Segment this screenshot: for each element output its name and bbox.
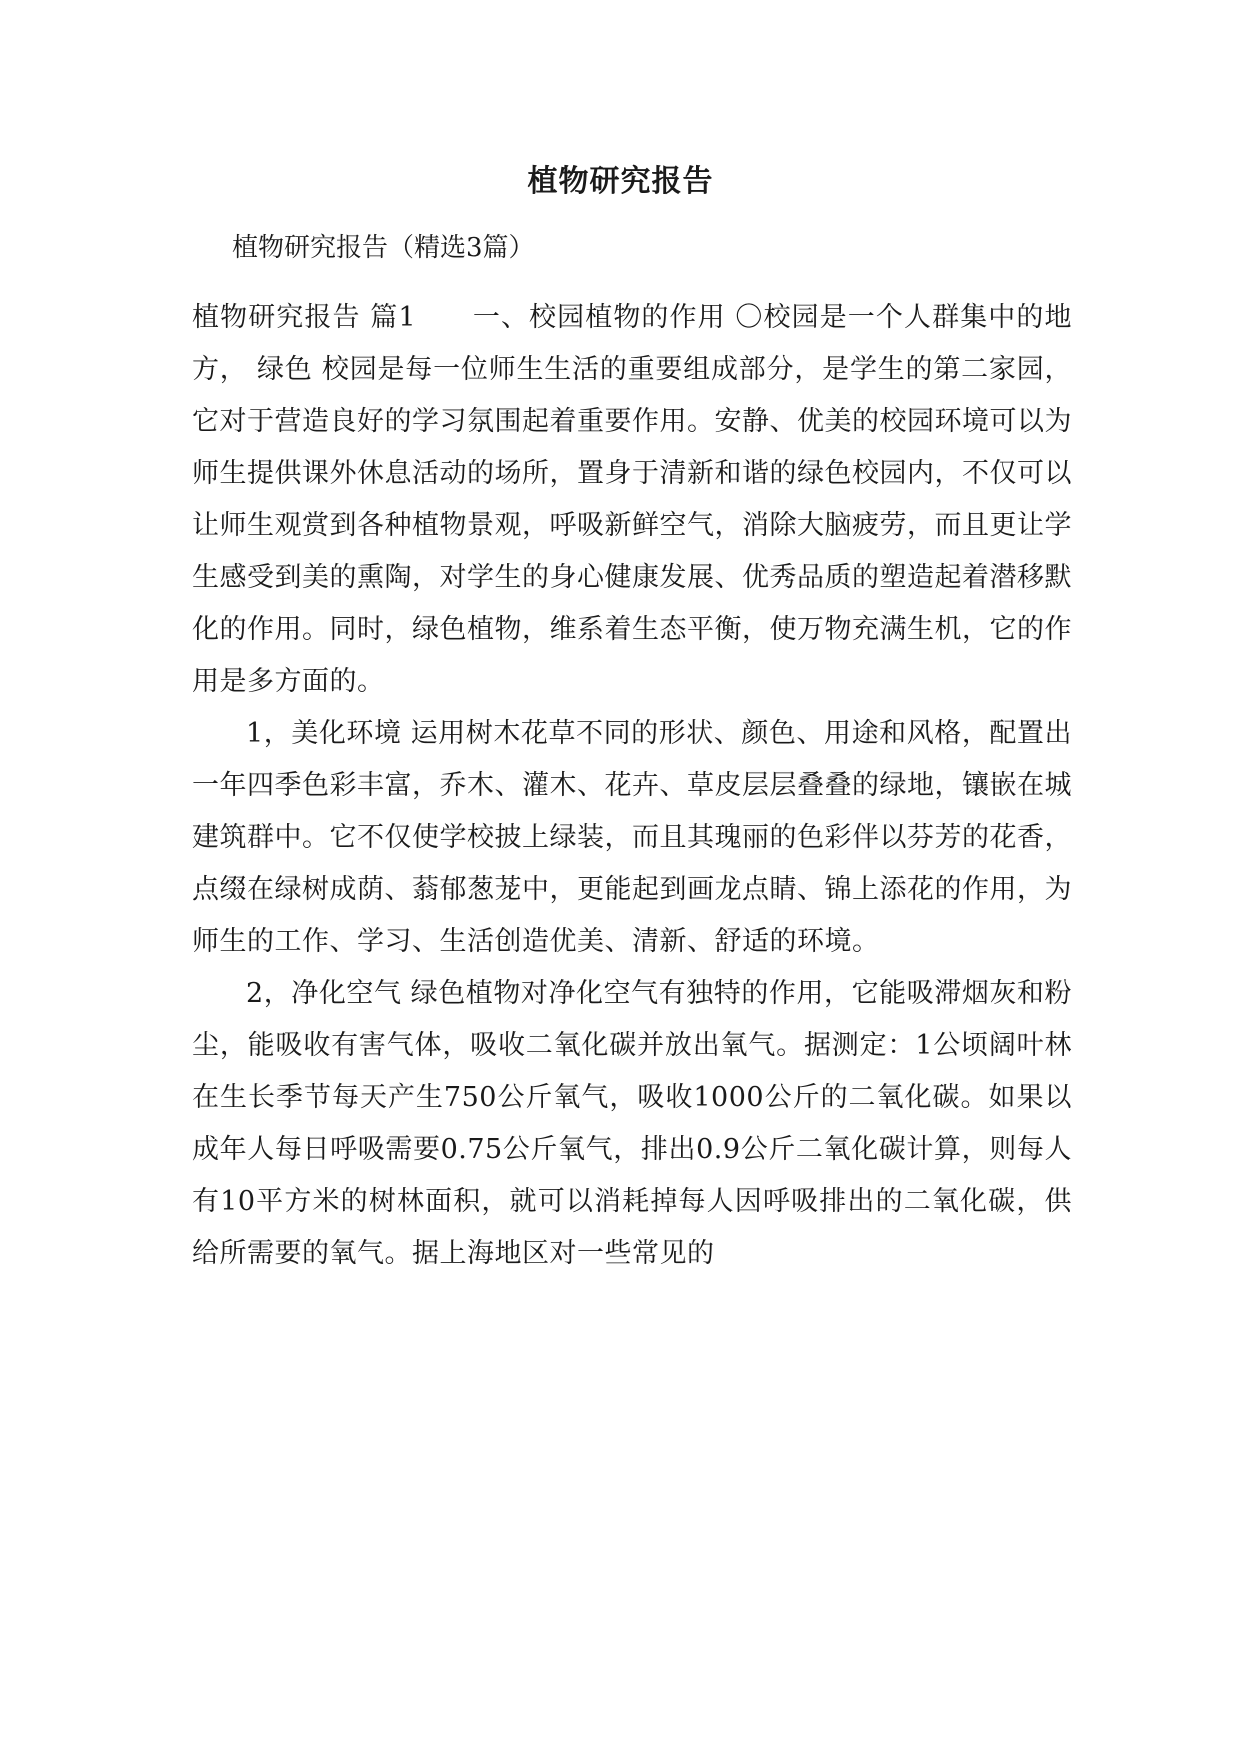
document-title: 植物研究报告 (527, 164, 714, 199)
document-body (192, 292, 1072, 1280)
paragraph-beautify-environment: 1，美化环境 运用树木花草不同的形状、颜色、用途和风格，配置出一年四季色彩丰富，乔木、灌木、花卉、草皮层层叠叠的绿地，镶嵌在城建筑群中。它不仅使学校披上绿装，而且其瑰丽的色彩伴以芬芳的花香，点缀在绿树成荫、蓊郁葱茏中，更能起到画龙点睛、锦上添花的作用，为师生的工作、学习、生活创造优美、清新、舒适的环境。 (192, 718, 1072, 957)
paragraph-intro: 植物研究报告 篇1 一、校园植物的作用 〇校园是一个人群集中的地方， 绿色 校园是每一位师生生活的重要组成部分，是学生的第二家园，它对于营造良好的学习氛围起着重要作用。安静、优美的校园环境可以为师生提供课外休息活动的场所，置身于清新和谐的绿色校园内，不仅可以让师生观赏到各种植物景观，呼吸新鲜空气，消除大脑疲劳，而且更让学生感受到美的熏陶，对学生的身心健康发展、优秀品质的塑造起着潜移默化的作用。同时，绿色植物，维系着生态平衡，使万物充满生机，它的作用是多方面的。 (192, 302, 1072, 697)
paragraph-purify-air: 2，净化空气 绿色植物对净化空气有独特的作用，它能吸滞烟灰和粉尘，能吸收有害气体，吸收二氧化碳并放出氧气。据测定：1公顷阔叶林在生长季节每天产生750公斤氧气，吸收1000公斤的二氧化碳。如果以成年人每日呼吸需要0.75公斤氧气，排出0.9公斤二氧化碳计算，则每人有10平方米的树林面积，就可以消耗掉每人因呼吸排出的二氧化碳，供给所需要的氧气。据上海地区对一些常见的 (192, 978, 1072, 1269)
document-subtitle: 植物研究报告（精选3篇） (232, 233, 535, 263)
